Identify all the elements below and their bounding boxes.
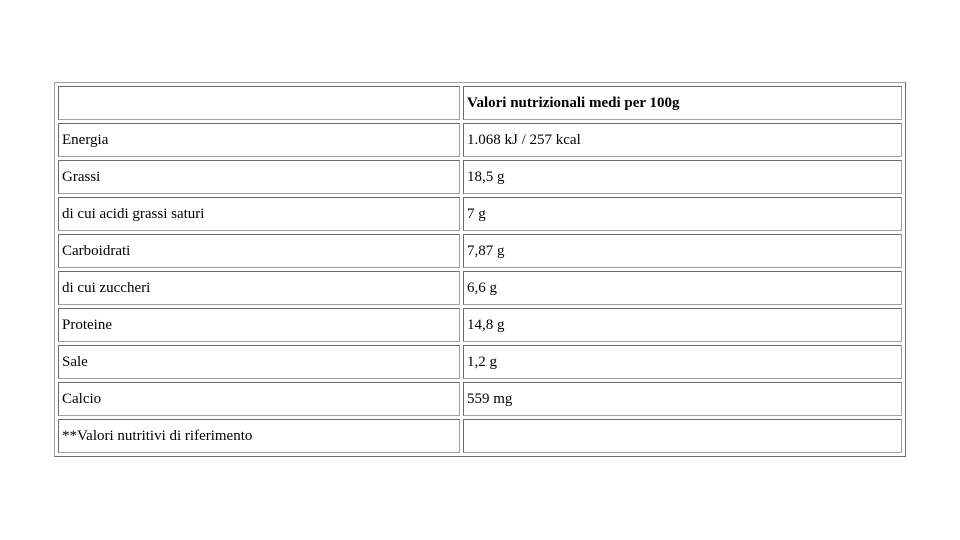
row-value: 1,2 g: [463, 345, 902, 379]
row-label: Carboidrati: [58, 234, 460, 268]
table-row: [58, 271, 902, 305]
header-value-cell: Valori nutrizionali medi per 100g: [463, 86, 902, 120]
table-row: [58, 197, 902, 231]
row-label: di cui zuccheri: [58, 271, 460, 305]
table-row: [58, 123, 902, 157]
header-label-cell: [58, 86, 460, 120]
row-value: 7,87 g: [463, 234, 902, 268]
row-value: [463, 419, 902, 453]
table-row: [58, 345, 902, 379]
row-label: **Valori nutritivi di riferimento: [58, 419, 460, 453]
row-value: 6,6 g: [463, 271, 902, 305]
row-value: 7 g: [463, 197, 902, 231]
nutrition-table: [54, 82, 906, 457]
table-row: [58, 382, 902, 416]
table-header-row: [58, 86, 902, 120]
row-label: Proteine: [58, 308, 460, 342]
table-row: [58, 234, 902, 268]
row-value: 18,5 g: [463, 160, 902, 194]
row-value: 1.068 kJ / 257 kcal: [463, 123, 902, 157]
table-row: [58, 419, 902, 453]
row-label: di cui acidi grassi saturi: [58, 197, 460, 231]
row-value: 14,8 g: [463, 308, 902, 342]
row-label: Grassi: [58, 160, 460, 194]
row-value: 559 mg: [463, 382, 902, 416]
table-row: [58, 308, 902, 342]
row-label: Sale: [58, 345, 460, 379]
table-row: [58, 160, 902, 194]
row-label: Energia: [58, 123, 460, 157]
row-label: Calcio: [58, 382, 460, 416]
